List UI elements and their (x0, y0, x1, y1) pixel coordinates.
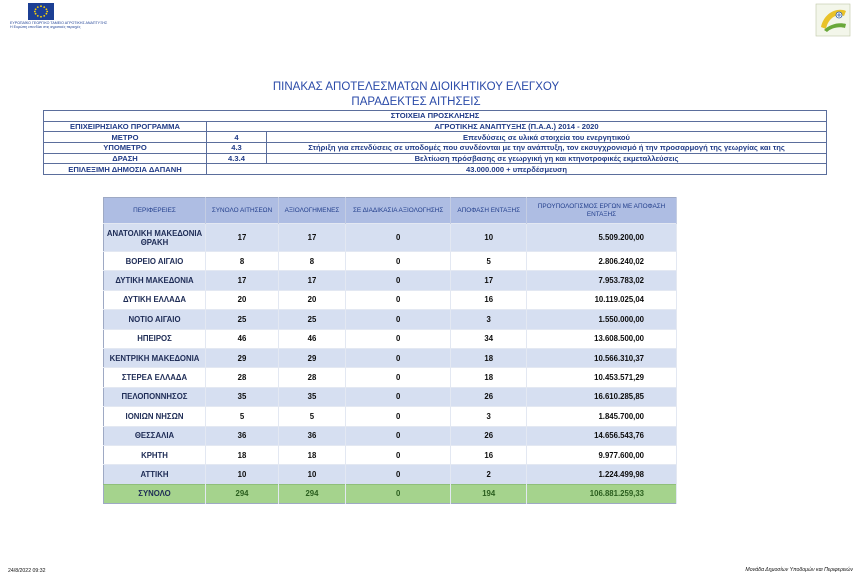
evaluated-cell: 20 (279, 290, 346, 309)
total-applications-cell: 28 (206, 368, 279, 387)
under-evaluation-cell: 0 (345, 329, 451, 348)
table-row (104, 368, 677, 387)
col-header-budget: ΠΡΟΥΠΟΛΟΓΙΣΜΟΣ ΕΡΓΩΝ ΜΕ ΑΠΟΦΑΣΗ ΕΝΤΑΞΗΣ (527, 198, 677, 224)
action-code: 4.3.4 (207, 153, 267, 164)
region-cell: ΔΥΤΙΚΗ ΕΛΛΑΔΑ (104, 290, 206, 309)
region-cell: ΚΕΝΤΡΙΚΗ ΜΑΚΕΔΟΝΙΑ (104, 348, 206, 367)
under-evaluation-cell: 0 (345, 290, 451, 309)
evaluated-cell: 36 (279, 426, 346, 445)
evaluated-cell: 5 (279, 407, 346, 426)
evaluated-cell: 46 (279, 329, 346, 348)
results-header-row (104, 198, 677, 224)
table-row (104, 252, 677, 271)
evaluated-cell: 28 (279, 368, 346, 387)
col-header-inclusion-decision: ΑΠΟΦΑΣΗ ΕΝΤΑΞΗΣ (451, 198, 527, 224)
under-evaluation-cell: 0 (345, 387, 451, 406)
inclusion-decision-cell: 34 (451, 329, 527, 348)
evaluated-cell: 18 (279, 445, 346, 464)
inclusion-decision-cell: 18 (451, 368, 527, 387)
inclusion-decision-cell: 18 (451, 348, 527, 367)
footer-unit: Μονάδα Δημοσίων Υποδομών και Περιφερειών (745, 567, 853, 573)
action-row (44, 153, 827, 164)
budget-cell: 1.845.700,00 (527, 407, 677, 426)
total-applications-cell: 17 (206, 224, 279, 252)
call-info-heading: ΣΤΟΙΧΕΙΑ ΠΡΟΣΚΛΗΣΗΣ (44, 111, 827, 122)
programme-value: ΑΓΡΟΤΙΚΗΣ ΑΝΑΠΤΥΞΗΣ (Π.Α.Α.) 2014 - 2020 (207, 121, 827, 132)
budget-cell: 7.953.783,02 (527, 271, 677, 290)
submeasure-label: ΥΠΟΜΕΤΡΟ (44, 143, 207, 154)
evaluated-cell: 29 (279, 348, 346, 367)
under-evaluation-cell: 0 (345, 310, 451, 329)
region-cell: ΙΟΝΙΩΝ ΝΗΣΩΝ (104, 407, 206, 426)
inclusion-decision-cell: 2 (451, 465, 527, 484)
under-evaluation-cell: 0 (345, 407, 451, 426)
measure-value: Επενδύσεις σε υλικά στοιχεία του ενεργητικού (267, 132, 827, 143)
region-cell: ΑΤΤΙΚΗ (104, 465, 206, 484)
inclusion-decision-cell: 5 (451, 252, 527, 271)
total-applications-cell: 10 (206, 465, 279, 484)
call-info-table (43, 110, 827, 175)
total-label: ΣΥΝΟΛΟ (104, 484, 206, 503)
inclusion-decision-cell: 17 (451, 271, 527, 290)
total-applications-cell: 18 (206, 445, 279, 464)
under-evaluation-cell: 0 (345, 426, 451, 445)
spending-value: 43.000.000 + υπερδέσμευση (207, 164, 827, 175)
measure-row (44, 132, 827, 143)
table-row (104, 290, 677, 309)
budget-cell: 16.610.285,85 (527, 387, 677, 406)
budget-cell: 14.656.543,76 (527, 426, 677, 445)
total-applications-cell: 25 (206, 310, 279, 329)
inclusion-decision-cell: 16 (451, 445, 527, 464)
under-evaluation-cell: 0 (345, 271, 451, 290)
evaluated-cell: 17 (279, 271, 346, 290)
budget-cell: 1.550.000,00 (527, 310, 677, 329)
table-row (104, 271, 677, 290)
under-evaluation-cell: 0 (345, 252, 451, 271)
region-cell: ΑΝΑΤΟΛΙΚΗ ΜΑΚΕΔΟΝΙΑ ΘΡΑΚΗ (104, 224, 206, 252)
action-value: Βελτίωση πρόσβασης σε γεωργική γη και κτηνοτροφικές εκμεταλλεύσεις (267, 153, 827, 164)
evaluated-cell: 17 (279, 224, 346, 252)
inclusion-decision-cell: 16 (451, 290, 527, 309)
inclusion-decision-cell: 3 (451, 310, 527, 329)
col-header-under-evaluation: ΣΕ ΔΙΑΔΙΚΑΣΙΑ ΑΞΙΟΛΟΓΗΣΗΣ (345, 198, 451, 224)
table-row (104, 465, 677, 484)
eu-logo-text: ΕΥΡΩΠΑΪΚΟ ΓΕΩΡΓΙΚΟ ΤΑΜΕΙΟ ΑΓΡΟΤΙΚΗΣ ΑΝΑΠΤΥΞΗΣ Η Ευρώπη επενδύει στις αγροτικές περιοχές (10, 21, 108, 30)
eu-flag-icon (28, 3, 54, 20)
footer-date: 24/8/2022 09:32 (8, 568, 46, 574)
call-info-heading-row (44, 111, 827, 122)
measure-code: 4 (207, 132, 267, 143)
total-applications-cell: 20 (206, 290, 279, 309)
total-applications-cell: 46 (206, 329, 279, 348)
table-row (104, 348, 677, 367)
budget-cell: 10.119.025,04 (527, 290, 677, 309)
total-applications-cell: 36 (206, 426, 279, 445)
table-row (104, 224, 677, 252)
region-cell: ΝΟΤΙΟ ΑΙΓΑΙΟ (104, 310, 206, 329)
table-row (104, 310, 677, 329)
region-cell: ΚΡΗΤΗ (104, 445, 206, 464)
total-inclusion-decision: 194 (451, 484, 527, 503)
ministry-logo-icon (815, 3, 851, 37)
table-row (104, 329, 677, 348)
table-row (104, 387, 677, 406)
total-applications-cell: 35 (206, 387, 279, 406)
inclusion-decision-cell: 26 (451, 387, 527, 406)
budget-cell: 9.977.600,00 (527, 445, 677, 464)
region-cell: ΒΟΡΕΙΟ ΑΙΓΑΙΟ (104, 252, 206, 271)
budget-cell: 10.566.310,37 (527, 348, 677, 367)
total-under-evaluation: 0 (345, 484, 451, 503)
table-row (104, 445, 677, 464)
inclusion-decision-cell: 26 (451, 426, 527, 445)
table-row (104, 426, 677, 445)
under-evaluation-cell: 0 (345, 368, 451, 387)
region-cell: ΘΕΣΣΑΛΙΑ (104, 426, 206, 445)
total-applications-cell: 8 (206, 252, 279, 271)
submeasure-code: 4.3 (207, 143, 267, 154)
evaluated-cell: 10 (279, 465, 346, 484)
col-header-evaluated: ΑΞΙΟΛΟΓΗΜΕΝΕΣ (279, 198, 346, 224)
budget-cell: 1.224.499,98 (527, 465, 677, 484)
inclusion-decision-cell: 3 (451, 407, 527, 426)
measure-label: ΜΕΤΡΟ (44, 132, 207, 143)
evaluated-cell: 8 (279, 252, 346, 271)
under-evaluation-cell: 0 (345, 224, 451, 252)
total-row (104, 484, 677, 503)
results-table (103, 197, 677, 504)
submeasure-row (44, 143, 827, 154)
total-applications-cell: 29 (206, 348, 279, 367)
budget-cell: 5.509.200,00 (527, 224, 677, 252)
spending-label: ΕΠΙΛΕΞΙΜΗ ΔΗΜΟΣΙΑ ΔΑΠΑΝΗ (44, 164, 207, 175)
table-row (104, 407, 677, 426)
under-evaluation-cell: 0 (345, 445, 451, 464)
region-cell: ΠΕΛΟΠΟΝΝΗΣΟΣ (104, 387, 206, 406)
total-applications: 294 (206, 484, 279, 503)
submeasure-value: Στήριξη για επενδύσεις σε υποδομές που συνδέονται με την ανάπτυξη, τον εκσυγχρονισμό ή την προσαρμογή της γεωργίας και της (267, 143, 827, 154)
programme-label: ΕΠΙΧΕΙΡΗΣΙΑΚΟ ΠΡΟΓΡΑΜΜΑ (44, 121, 207, 132)
budget-cell: 2.806.240,02 (527, 252, 677, 271)
region-cell: ΣΤΕΡΕΑ ΕΛΛΑΔΑ (104, 368, 206, 387)
eu-logo (10, 3, 108, 33)
total-applications-cell: 5 (206, 407, 279, 426)
spending-row (44, 164, 827, 175)
page-title: ΠΙΝΑΚΑΣ ΑΠΟΤΕΛΕΣΜΑΤΩΝ ΔΙΟΙΚΗΤΙΚΟΥ ΕΛΕΓΧΟΥ (272, 81, 560, 93)
region-cell: ΗΠΕΙΡΟΣ (104, 329, 206, 348)
under-evaluation-cell: 0 (345, 465, 451, 484)
region-cell: ΔΥΤΙΚΗ ΜΑΚΕΔΟΝΙΑ (104, 271, 206, 290)
total-applications-cell: 17 (206, 271, 279, 290)
total-evaluated: 294 (279, 484, 346, 503)
action-label: ΔΡΑΣΗ (44, 153, 207, 164)
inclusion-decision-cell: 10 (451, 224, 527, 252)
page-subtitle: ΠΑΡΑΔΕΚΤΕΣ ΑΙΤΗΣΕΙΣ (351, 96, 481, 108)
evaluated-cell: 25 (279, 310, 346, 329)
programme-row (44, 121, 827, 132)
total-budget: 106.881.259,33 (527, 484, 677, 503)
budget-cell: 10.453.571,29 (527, 368, 677, 387)
col-header-total-applications: ΣΥΝΟΛΟ ΑΙΤΗΣΕΩΝ (206, 198, 279, 224)
evaluated-cell: 35 (279, 387, 346, 406)
under-evaluation-cell: 0 (345, 348, 451, 367)
col-header-regions: ΠΕΡΙΦΕΡΕΙΕΣ (104, 198, 206, 224)
budget-cell: 13.608.500,00 (527, 329, 677, 348)
